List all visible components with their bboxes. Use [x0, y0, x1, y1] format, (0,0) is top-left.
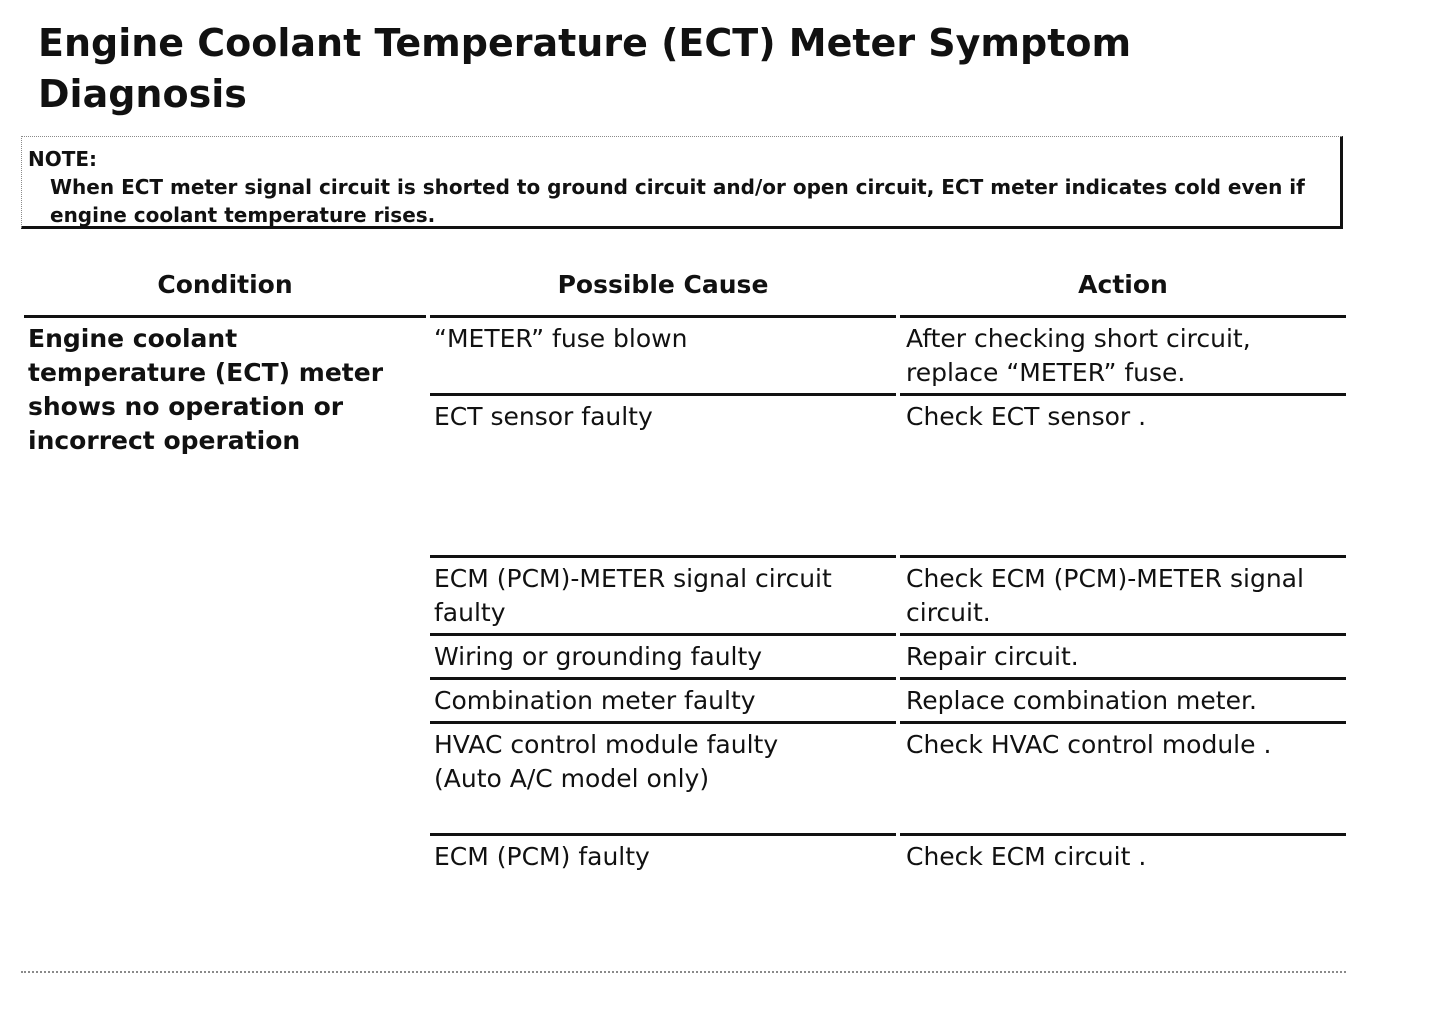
action-cell: Check ECT sensor . [906, 402, 1147, 431]
action-cell: Replace combination meter. [906, 686, 1257, 715]
header-rule-cause [430, 315, 896, 318]
action-cell: Check ECM (PCM)-METER signal circuit. [906, 564, 1304, 627]
row-separator [430, 393, 896, 396]
row-separator [900, 677, 1346, 680]
header-rule-condition [24, 315, 426, 318]
cause-cell: “METER” fuse blown [434, 324, 688, 353]
action-cell: Check ECM circuit . [906, 842, 1147, 871]
note-label: NOTE: [28, 147, 98, 171]
cause-cell: ECM (PCM) faulty [434, 842, 650, 871]
row-separator [900, 721, 1346, 724]
table-bottom-rule [21, 971, 1346, 973]
row-separator [430, 677, 896, 680]
cause-cell: Wiring or grounding faulty [434, 642, 763, 671]
header-condition: Condition [157, 270, 293, 299]
header-action: Action [1078, 270, 1168, 299]
condition-cell: Engine coolant temperature (ECT) meter shows no operation or incorrect operation [28, 324, 384, 455]
note-text: When ECT meter signal circuit is shorted to ground circuit and/or open circuit, ECT meter indicates cold even if engine coolant temperature rises. [50, 175, 1305, 227]
action-cell: Check HVAC control module . [906, 730, 1272, 759]
row-separator [900, 633, 1346, 636]
row-separator [900, 393, 1346, 396]
action-cell: Repair circuit. [906, 642, 1079, 671]
cause-cell: ECT sensor faulty [434, 402, 653, 431]
header-possible-cause: Possible Cause [557, 270, 769, 299]
row-separator [430, 833, 896, 836]
cause-cell: Combination meter faulty [434, 686, 756, 715]
row-separator [900, 555, 1346, 558]
row-separator [900, 833, 1346, 836]
row-separator [430, 633, 896, 636]
action-cell: After checking short circuit, replace “METER” fuse. [906, 324, 1251, 387]
cause-cell: HVAC control module faulty (Auto A/C model only) [434, 730, 779, 793]
row-separator [430, 555, 896, 558]
header-rule-action [900, 315, 1346, 318]
row-separator [430, 721, 896, 724]
cause-cell: ECM (PCM)-METER signal circuit faulty [434, 564, 832, 627]
note-box [21, 136, 1343, 229]
page-title: Engine Coolant Temperature (ECT) Meter Symptom Diagnosis [38, 21, 1132, 116]
